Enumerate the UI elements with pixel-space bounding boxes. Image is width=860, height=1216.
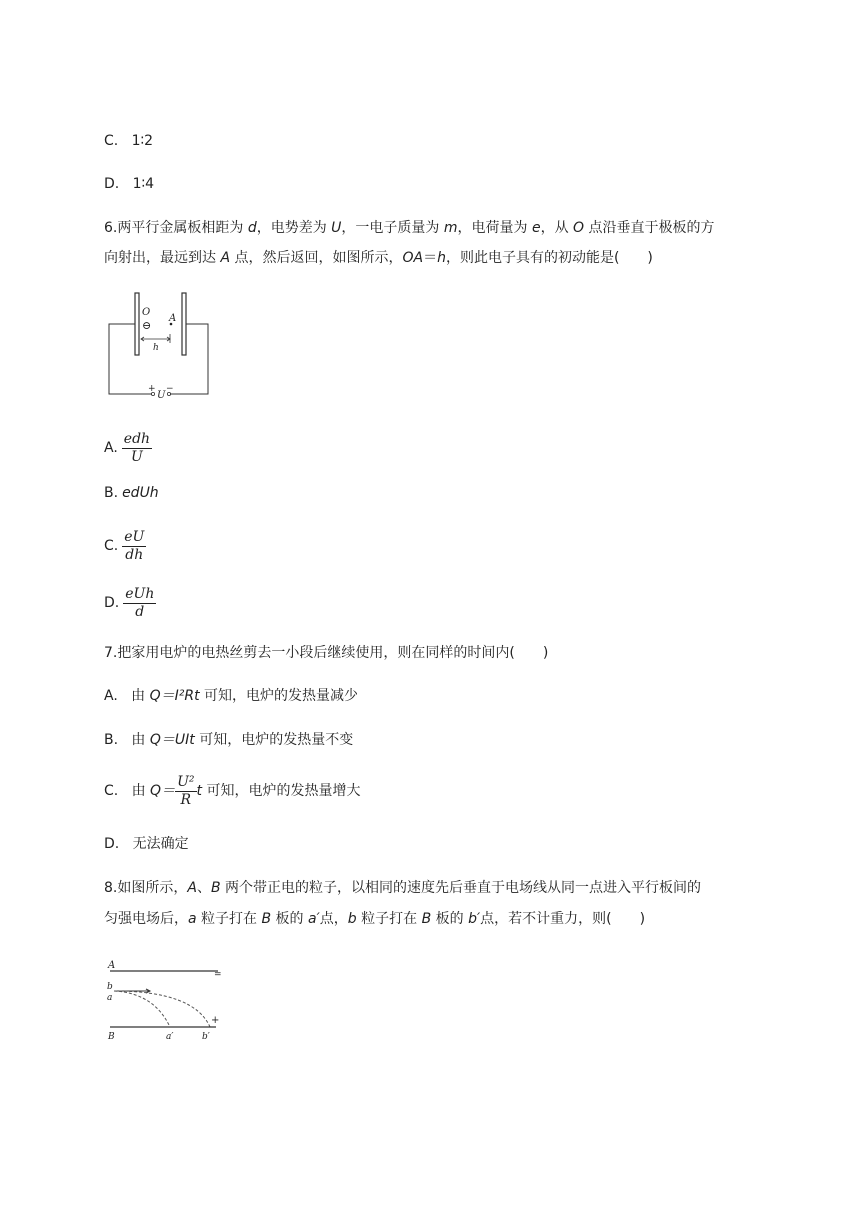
option-label: B. xyxy=(104,732,119,748)
stem-text: 点，若不计重力，则( ) xyxy=(480,911,646,927)
plate-a-sign: = xyxy=(214,970,222,980)
q7-option-d xyxy=(104,834,189,854)
right-plate xyxy=(182,293,186,355)
formula: t xyxy=(196,783,202,799)
denominator: dh xyxy=(125,546,144,563)
var-b-plate: B xyxy=(421,911,432,927)
left-plate xyxy=(135,293,139,355)
label-plus: + xyxy=(148,384,156,394)
option-text: edUh xyxy=(122,485,159,501)
var-m: m xyxy=(443,220,458,236)
option-text: 可知，电炉的发热量增大 xyxy=(202,783,361,799)
electron-symbol: ⊖ xyxy=(142,319,152,332)
formula: Q＝ xyxy=(150,783,176,799)
stem-text: 点，然后返回，如图所示， xyxy=(230,250,403,266)
label-a: a xyxy=(107,993,113,1003)
left-wire xyxy=(109,324,152,394)
fraction xyxy=(122,432,152,465)
numerator: eU xyxy=(124,528,145,545)
stem-text: 两个带正电的粒子，以相同的速度先后垂直于电场线从同一点进入平行板间的 xyxy=(220,880,701,896)
option-label: B. xyxy=(104,485,119,501)
option-label: C. xyxy=(104,538,119,554)
option-text: 由 xyxy=(131,783,151,799)
option-text: 由 xyxy=(131,688,150,704)
label-h: h xyxy=(153,343,159,353)
var-o: O xyxy=(573,220,585,236)
stem-text: 8.如图所示， xyxy=(104,880,188,896)
option-label: D. xyxy=(104,836,120,852)
q6-option-d xyxy=(104,586,156,620)
q7-option-a xyxy=(104,686,358,706)
q6-option-b xyxy=(104,483,159,503)
var-b: B xyxy=(210,880,221,896)
var-b-plate: B xyxy=(261,911,272,927)
label-a-prime: a′ xyxy=(166,1032,174,1042)
option-text: 由 xyxy=(131,732,150,748)
stem-text: 粒子打在 xyxy=(196,911,262,927)
option-text: 可知，电炉的发热量不变 xyxy=(194,732,354,748)
stem-text: ＝ xyxy=(423,250,438,266)
label-u: U xyxy=(157,390,166,401)
option-label: A. xyxy=(104,440,118,456)
right-wire xyxy=(170,324,208,394)
q6-option-a xyxy=(104,431,152,465)
stem-text: ，从 xyxy=(540,220,574,236)
option-label: D. xyxy=(104,595,120,611)
fraction xyxy=(123,587,156,620)
stem-text: 粒子打在 xyxy=(356,911,422,927)
option-text: 1∶4 xyxy=(132,176,155,192)
option-text: 可知，电炉的发热量减少 xyxy=(199,688,359,704)
option-label: D. xyxy=(104,176,120,192)
q8-stem-line-2 xyxy=(104,909,645,929)
var-a: A xyxy=(220,250,231,266)
numerator: U² xyxy=(177,773,195,790)
label-o: O xyxy=(142,307,151,318)
trajectory-a xyxy=(114,991,170,1027)
var-oa: OA xyxy=(402,250,424,266)
q6-stem-line-2 xyxy=(104,248,653,268)
q8-trajectory-figure xyxy=(104,955,234,1045)
option-text: 无法确定 xyxy=(132,836,189,852)
var-e: e xyxy=(531,220,541,236)
stem-text: 匀强电场后， xyxy=(104,911,188,927)
q6-circuit-figure xyxy=(104,290,216,402)
q7-option-b xyxy=(104,730,353,750)
numerator: eUh xyxy=(125,585,155,602)
option-text: 1∶2 xyxy=(131,133,154,149)
q5-option-d xyxy=(104,174,154,194)
q8-stem-line-1 xyxy=(104,878,701,898)
var-b-prime: b′ xyxy=(468,911,481,927)
formula: Q＝UIt xyxy=(149,732,195,748)
option-label: C. xyxy=(104,133,119,149)
var-h: h xyxy=(437,250,446,266)
denominator: d xyxy=(135,603,145,620)
q6-stem-line-1 xyxy=(104,218,715,238)
stem-text: ，电势差为 xyxy=(256,220,332,236)
denominator: U xyxy=(131,448,143,465)
stem-text: 向射出，最远到达 xyxy=(104,250,221,266)
formula: Q＝I²Rt xyxy=(149,688,200,704)
q7-option-c xyxy=(104,774,360,808)
stem-text: 板的 xyxy=(431,911,469,927)
q7-stem: 7.把家用电炉的电热丝剪去一小段后继续使用，则在同样的时间内( ) xyxy=(104,645,549,661)
label-b: b xyxy=(107,982,113,992)
denominator: R xyxy=(180,791,192,808)
var-a-prime: a′ xyxy=(308,911,320,927)
label-plate-a: A xyxy=(108,960,116,971)
stem-text: 点沿垂直于极板的方 xyxy=(584,220,715,236)
fraction xyxy=(122,530,146,563)
trajectory-b xyxy=(114,991,210,1027)
q5-option-c xyxy=(104,131,153,151)
numerator: edh xyxy=(123,430,151,447)
stem-text: 板的 xyxy=(271,911,309,927)
label-a: A xyxy=(169,313,177,324)
stem-text: ，电荷量为 xyxy=(457,220,532,236)
label-plate-b: B xyxy=(108,1032,115,1042)
fraction xyxy=(175,775,196,808)
plate-b-sign: + xyxy=(211,1015,220,1026)
var-d: d xyxy=(247,220,257,236)
var-b: b xyxy=(347,911,357,927)
stem-text: 6.两平行金属板相距为 xyxy=(104,220,248,236)
option-label: C. xyxy=(104,783,119,799)
var-a: a xyxy=(188,911,197,927)
var-a: A xyxy=(187,880,197,896)
label-b-prime: b′ xyxy=(202,1032,210,1042)
stem-text: ，则此电子具有的初动能是( ) xyxy=(445,250,653,266)
stem-text: 点， xyxy=(319,911,348,927)
label-minus: − xyxy=(166,384,174,394)
q6-option-c xyxy=(104,529,146,563)
option-label: A. xyxy=(104,688,118,704)
var-u: U xyxy=(331,220,342,236)
stem-text: ，一电子质量为 xyxy=(341,220,444,236)
stem-text: 、 xyxy=(196,880,211,896)
